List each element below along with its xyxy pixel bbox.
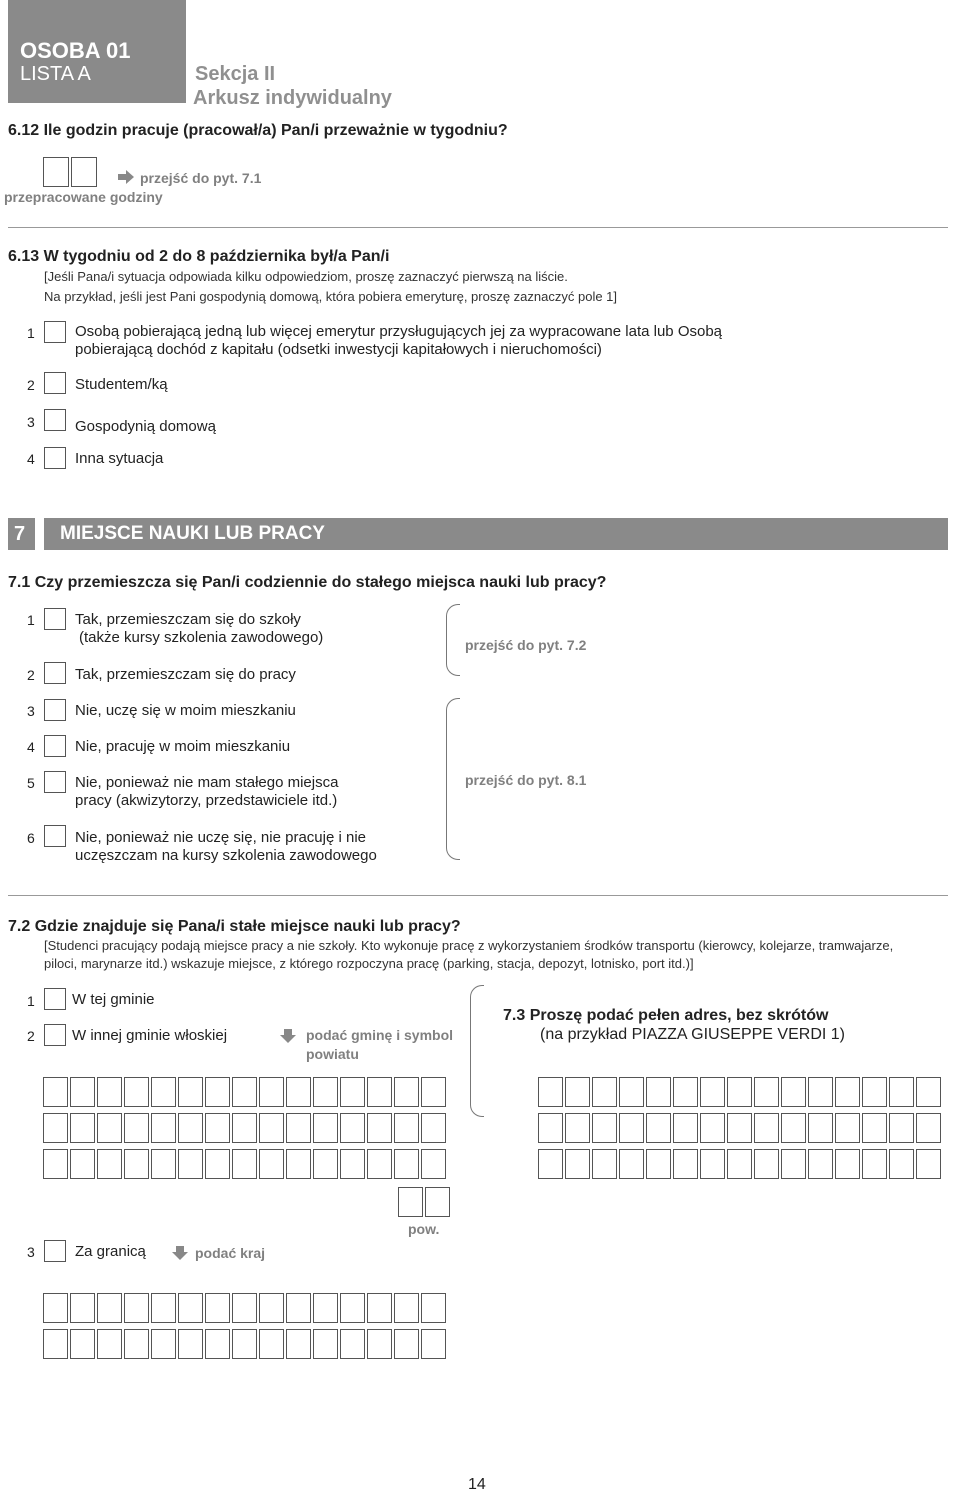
divider <box>8 895 948 896</box>
char-cell[interactable] <box>286 1149 311 1179</box>
option-label: W innej gminie włoskiej <box>72 1027 228 1044</box>
char-cell[interactable] <box>394 1293 419 1323</box>
char-cell[interactable] <box>646 1077 671 1107</box>
char-cell[interactable] <box>700 1113 725 1143</box>
char-cell[interactable] <box>232 1293 257 1323</box>
option-number: 2 <box>27 667 35 683</box>
char-cell[interactable] <box>394 1077 419 1107</box>
option-label: Studentem/ką <box>75 376 168 393</box>
char-cell[interactable] <box>43 1149 68 1179</box>
char-cell[interactable] <box>421 1113 446 1143</box>
char-cell[interactable] <box>394 1149 419 1179</box>
district-label: pow. <box>408 1221 440 1237</box>
goto-8-1: przejść do pyt. 8.1 <box>465 772 587 788</box>
char-cell[interactable] <box>124 1293 149 1323</box>
char-cell[interactable] <box>232 1077 257 1107</box>
char-cell[interactable] <box>313 1113 338 1143</box>
char-cell[interactable] <box>889 1149 914 1179</box>
char-cell[interactable] <box>313 1293 338 1323</box>
question-6-13: 6.13 W tygodniu od 2 do 8 października był/a Pan/i <box>8 248 390 265</box>
section-number: 7 <box>14 523 26 545</box>
checkbox-7-1-1[interactable] <box>44 608 66 630</box>
char-cell[interactable] <box>700 1077 725 1107</box>
brace-group-a <box>446 604 460 676</box>
municipality-cells-row-2 <box>43 1113 446 1143</box>
char-cell[interactable] <box>286 1329 311 1359</box>
checkbox-6-13-2[interactable] <box>44 372 66 394</box>
char-cell[interactable] <box>565 1077 590 1107</box>
option-label: Inna sytuacja <box>75 450 164 467</box>
country-cells-row-2 <box>43 1329 446 1359</box>
page-number: 14 <box>468 1476 486 1493</box>
option-number: 3 <box>27 703 35 719</box>
checkbox-6-13-1[interactable] <box>44 321 66 343</box>
char-cell[interactable] <box>70 1113 95 1143</box>
hours-digit-2[interactable] <box>71 157 97 187</box>
hours-label: przepracowane godziny <box>4 189 163 205</box>
char-cell[interactable] <box>754 1077 779 1107</box>
char-cell[interactable] <box>835 1077 860 1107</box>
char-cell[interactable] <box>808 1149 833 1179</box>
char-cell[interactable] <box>619 1149 644 1179</box>
char-cell[interactable] <box>151 1077 176 1107</box>
char-cell[interactable] <box>398 1187 423 1217</box>
char-cell[interactable] <box>619 1077 644 1107</box>
char-cell[interactable] <box>727 1077 752 1107</box>
brace-group-b <box>446 698 460 860</box>
char-cell[interactable] <box>916 1113 941 1143</box>
municipality-cells-row-1 <box>43 1077 446 1107</box>
char-cell[interactable] <box>43 1329 68 1359</box>
char-cell[interactable] <box>313 1329 338 1359</box>
char-cell[interactable] <box>835 1113 860 1143</box>
option-number: 1 <box>27 612 35 628</box>
char-cell[interactable] <box>394 1113 419 1143</box>
option-label: Nie, pracuję w moim mieszkaniu <box>75 738 291 755</box>
option-number: 3 <box>27 414 35 430</box>
char-cell[interactable] <box>124 1077 149 1107</box>
char-cell[interactable] <box>151 1113 176 1143</box>
char-cell[interactable] <box>70 1293 95 1323</box>
char-cell[interactable] <box>70 1149 95 1179</box>
char-cell[interactable] <box>97 1113 122 1143</box>
char-cell[interactable] <box>232 1329 257 1359</box>
option-label-cont: pracy (akwizytorzy, przedstawiciele itd.) <box>75 792 338 809</box>
char-cell[interactable] <box>754 1149 779 1179</box>
char-cell[interactable] <box>286 1077 311 1107</box>
district-code-cells <box>398 1187 450 1217</box>
option-label: Tak, przemieszczam się do pracy <box>75 666 296 683</box>
char-cell[interactable] <box>205 1113 230 1143</box>
question-7-3: 7.3 Proszę podać pełen adres, bez skrótów <box>503 1007 829 1024</box>
option-number: 4 <box>27 739 35 755</box>
option-label-cont: uczęszczam na kursy szkolenia zawodowego <box>75 847 377 864</box>
char-cell[interactable] <box>916 1149 941 1179</box>
country-hint: podać kraj <box>195 1245 266 1261</box>
char-cell[interactable] <box>421 1329 446 1359</box>
char-cell[interactable] <box>340 1293 365 1323</box>
char-cell[interactable] <box>178 1149 203 1179</box>
char-cell[interactable] <box>916 1077 941 1107</box>
country-cells-row-1 <box>43 1293 446 1323</box>
section-title: MIEJSCE NAUKI LUB PRACY <box>60 523 325 544</box>
char-cell[interactable] <box>781 1149 806 1179</box>
char-cell[interactable] <box>565 1113 590 1143</box>
person-id: OSOBA 01 <box>20 38 131 63</box>
char-cell[interactable] <box>889 1113 914 1143</box>
municipality-cells-row-3 <box>43 1149 446 1179</box>
char-cell[interactable] <box>205 1329 230 1359</box>
char-cell[interactable] <box>754 1113 779 1143</box>
char-cell[interactable] <box>862 1077 887 1107</box>
q72-note-1: [Studenci pracujący podają miejsce pracy a nie szkoły. Kto wykonuje pracę z wykorzystaniem środków transportu (kierowcy, kolejarze, tramwajarze, <box>44 938 894 953</box>
option-number: 2 <box>27 1028 35 1044</box>
char-cell[interactable] <box>43 1113 68 1143</box>
divider <box>8 227 948 228</box>
question-6-12: 6.12 Ile godzin pracuje (pracował/a) Pan/i przeważnie w tygodniu? <box>8 122 508 139</box>
char-cell[interactable] <box>425 1187 450 1217</box>
arrow-down-icon <box>172 1246 188 1265</box>
brace-7-3 <box>470 985 484 1117</box>
char-cell[interactable] <box>340 1113 365 1143</box>
char-cell[interactable] <box>421 1077 446 1107</box>
q72-note-2: piloci, marynarze itd.) wskazuje miejsce, z którego rozpoczyna pracę (parking, stacja, depozyt, lotnisko, port itd.)] <box>44 956 694 971</box>
char-cell[interactable] <box>646 1149 671 1179</box>
char-cell[interactable] <box>178 1077 203 1107</box>
char-cell[interactable] <box>178 1293 203 1323</box>
char-cell[interactable] <box>538 1149 563 1179</box>
option-number: 6 <box>27 830 35 846</box>
char-cell[interactable] <box>367 1149 392 1179</box>
char-cell[interactable] <box>538 1113 563 1143</box>
char-cell[interactable] <box>592 1149 617 1179</box>
option-label: W tej gminie <box>72 991 155 1008</box>
char-cell[interactable] <box>97 1329 122 1359</box>
q613-note-1: [Jeśli Pana/i sytuacja odpowiada kilku odpowiedziom, proszę zaznaczyć pierwszą na liście. <box>44 269 568 284</box>
option-number: 1 <box>27 993 35 1009</box>
char-cell[interactable] <box>808 1077 833 1107</box>
char-cell[interactable] <box>421 1149 446 1179</box>
option-label: Gospodynią domową <box>75 418 216 435</box>
char-cell[interactable] <box>313 1077 338 1107</box>
char-cell[interactable] <box>97 1149 122 1179</box>
goto-7-2: przejść do pyt. 7.2 <box>465 637 587 653</box>
checkbox-7-2-2[interactable] <box>44 1024 66 1046</box>
char-cell[interactable] <box>205 1293 230 1323</box>
char-cell[interactable] <box>70 1077 95 1107</box>
sheet-label: Arkusz indywidualny <box>193 87 392 109</box>
question-7-1: 7.1 Czy przemieszcza się Pan/i codziennie do stałego miejsca nauki lub pracy? <box>8 574 607 591</box>
char-cell[interactable] <box>232 1149 257 1179</box>
char-cell[interactable] <box>124 1113 149 1143</box>
char-cell[interactable] <box>97 1293 122 1323</box>
char-cell[interactable] <box>781 1077 806 1107</box>
char-cell[interactable] <box>862 1113 887 1143</box>
char-cell[interactable] <box>205 1149 230 1179</box>
option-label: Tak, przemieszczam się do szkoły <box>75 611 301 628</box>
char-cell[interactable] <box>808 1113 833 1143</box>
char-cell[interactable] <box>340 1077 365 1107</box>
char-cell[interactable] <box>97 1077 122 1107</box>
char-cell[interactable] <box>727 1113 752 1143</box>
char-cell[interactable] <box>700 1149 725 1179</box>
char-cell[interactable] <box>592 1113 617 1143</box>
char-cell[interactable] <box>619 1113 644 1143</box>
char-cell[interactable] <box>673 1149 698 1179</box>
char-cell[interactable] <box>259 1293 284 1323</box>
address-cells-row-3 <box>538 1149 941 1179</box>
char-cell[interactable] <box>178 1113 203 1143</box>
arrow-down-icon <box>280 1029 296 1048</box>
option-label: Za granicą <box>75 1243 146 1260</box>
option-number: 4 <box>27 451 35 467</box>
char-cell[interactable] <box>259 1329 284 1359</box>
char-cell[interactable] <box>727 1149 752 1179</box>
q73-example: (na przykład PIAZZA GIUSEPPE VERDI 1) <box>540 1026 845 1043</box>
char-cell[interactable] <box>538 1077 563 1107</box>
char-cell[interactable] <box>367 1077 392 1107</box>
option-number: 5 <box>27 775 35 791</box>
checkbox-6-13-3[interactable] <box>44 409 66 431</box>
char-cell[interactable] <box>862 1149 887 1179</box>
checkbox-7-1-4[interactable] <box>44 735 66 757</box>
char-cell[interactable] <box>565 1149 590 1179</box>
option-label: Nie, ponieważ nie uczę się, nie pracuję i nie <box>75 829 366 846</box>
char-cell[interactable] <box>124 1329 149 1359</box>
list-id: LISTA A <box>20 63 91 85</box>
arrow-right-icon <box>118 170 134 189</box>
char-cell[interactable] <box>313 1149 338 1179</box>
char-cell[interactable] <box>124 1149 149 1179</box>
checkbox-7-1-2[interactable] <box>44 662 66 684</box>
char-cell[interactable] <box>151 1329 176 1359</box>
address-cells-row-2 <box>538 1113 941 1143</box>
char-cell[interactable] <box>259 1149 284 1179</box>
municipality-hint-2: powiatu <box>306 1046 359 1062</box>
char-cell[interactable] <box>367 1113 392 1143</box>
char-cell[interactable] <box>151 1293 176 1323</box>
char-cell[interactable] <box>259 1077 284 1107</box>
hours-digit-1[interactable] <box>43 157 69 187</box>
checkbox-7-1-6[interactable] <box>44 825 66 847</box>
checkbox-7-1-3[interactable] <box>44 699 66 721</box>
char-cell[interactable] <box>259 1113 284 1143</box>
char-cell[interactable] <box>781 1113 806 1143</box>
option-label: Osobą pobierającą jedną lub więcej emerytur przysługujących jej za wypracowane lata lub Osobą <box>75 323 723 340</box>
char-cell[interactable] <box>367 1329 392 1359</box>
char-cell[interactable] <box>151 1149 176 1179</box>
option-number: 2 <box>27 377 35 393</box>
checkbox-7-2-1[interactable] <box>44 988 66 1010</box>
option-label: Nie, ponieważ nie mam stałego miejsca <box>75 774 339 791</box>
char-cell[interactable] <box>367 1293 392 1323</box>
option-number: 3 <box>27 1244 35 1260</box>
char-cell[interactable] <box>421 1293 446 1323</box>
option-label-cont: (także kursy szkolenia zawodowego) <box>79 629 324 646</box>
char-cell[interactable] <box>835 1149 860 1179</box>
char-cell[interactable] <box>646 1113 671 1143</box>
municipality-hint-1: podać gminę i symbol <box>306 1027 454 1043</box>
char-cell[interactable] <box>286 1293 311 1323</box>
question-7-2: 7.2 Gdzie znajduje się Pana/i stałe miejsce nauki lub pracy? <box>8 918 461 935</box>
char-cell[interactable] <box>178 1329 203 1359</box>
char-cell[interactable] <box>592 1077 617 1107</box>
q613-note-2: Na przykład, jeśli jest Pani gospodynią domową, która pobiera emeryturę, proszę zaznaczyć pole 1] <box>44 289 618 304</box>
checkbox-7-2-3[interactable] <box>44 1240 66 1262</box>
checkbox-6-13-4[interactable] <box>44 447 66 469</box>
checkbox-7-1-5[interactable] <box>44 771 66 793</box>
address-cells-row-1 <box>538 1077 941 1107</box>
char-cell[interactable] <box>205 1077 230 1107</box>
char-cell[interactable] <box>394 1329 419 1359</box>
option-number: 1 <box>27 325 35 341</box>
char-cell[interactable] <box>673 1113 698 1143</box>
char-cell[interactable] <box>70 1329 95 1359</box>
goto-7-1: przejść do pyt. 7.1 <box>140 170 262 186</box>
option-label: Nie, uczę się w moim mieszkaniu <box>75 702 296 719</box>
option-label-cont: pobierającą dochód z kapitału (odsetki inwestycji kapitałowych i nieruchomości) <box>75 341 602 358</box>
char-cell[interactable] <box>232 1113 257 1143</box>
char-cell[interactable] <box>340 1329 365 1359</box>
char-cell[interactable] <box>43 1077 68 1107</box>
char-cell[interactable] <box>340 1149 365 1179</box>
char-cell[interactable] <box>286 1113 311 1143</box>
char-cell[interactable] <box>889 1077 914 1107</box>
section-label: Sekcja II <box>195 63 276 85</box>
char-cell[interactable] <box>43 1293 68 1323</box>
char-cell[interactable] <box>673 1077 698 1107</box>
